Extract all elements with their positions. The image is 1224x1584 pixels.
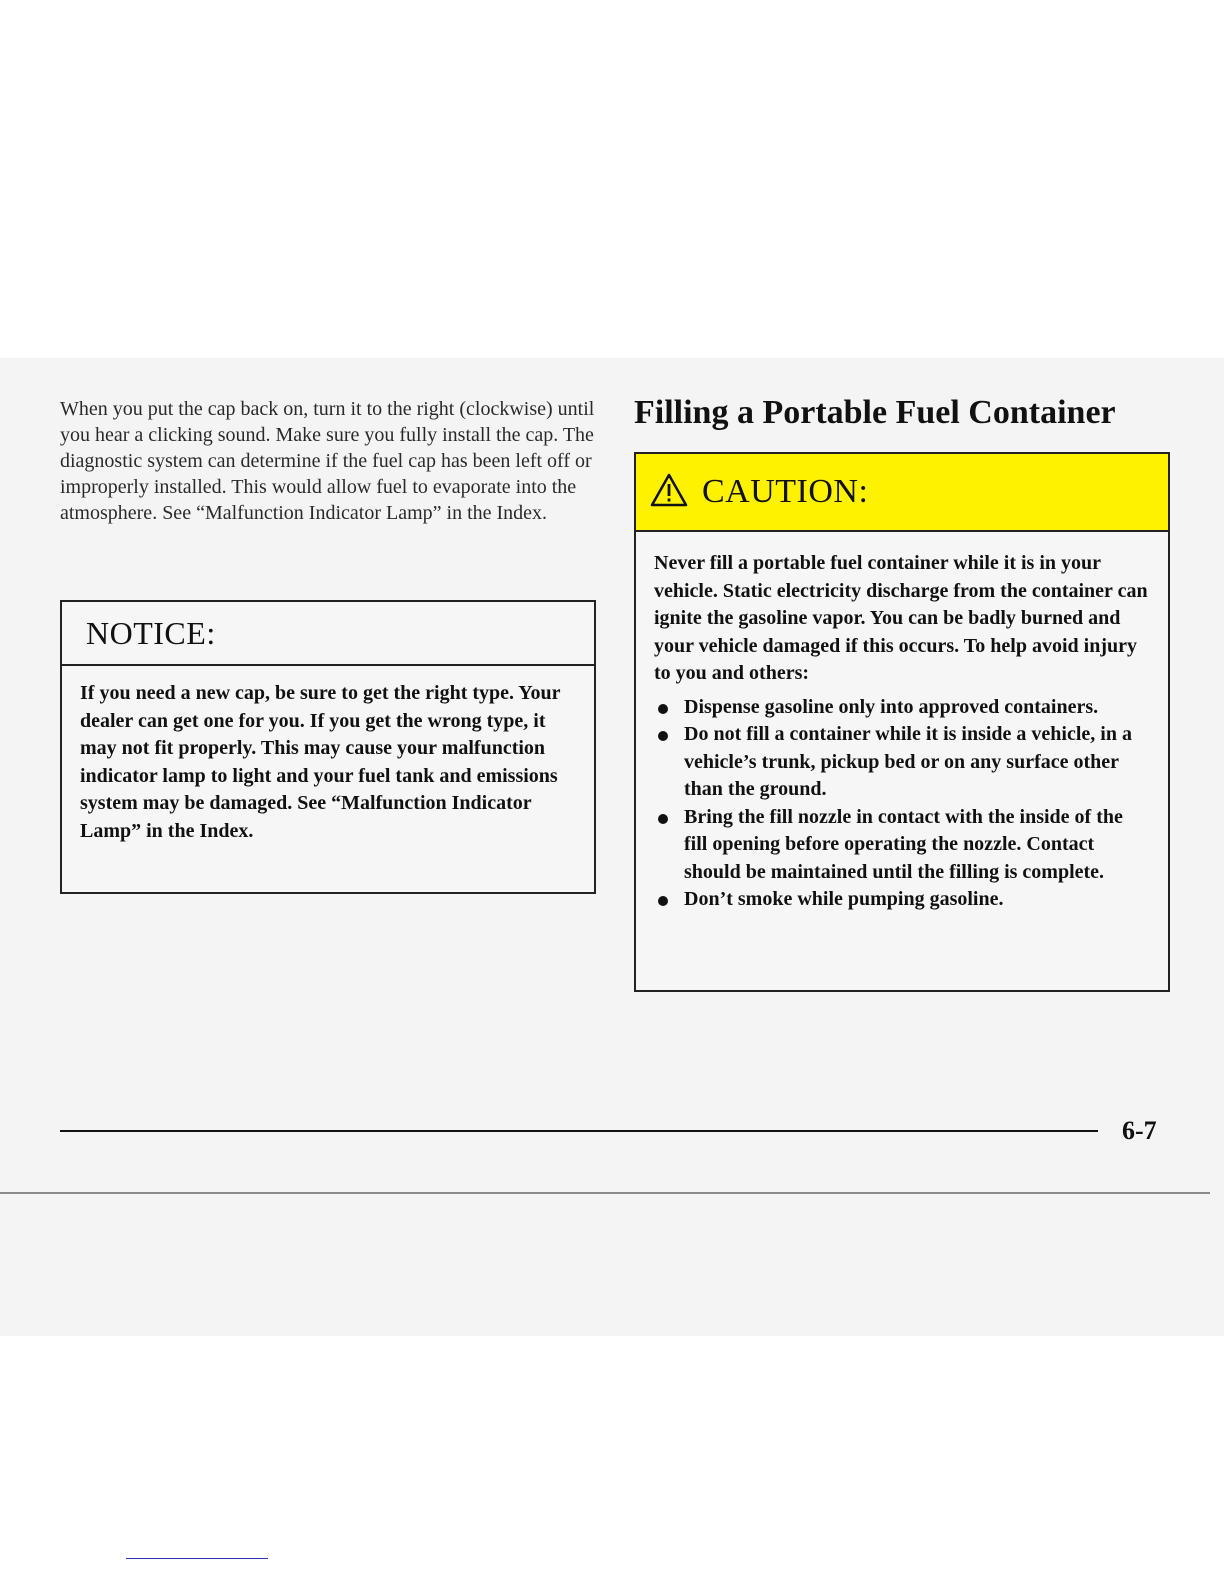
notice-box [60, 600, 596, 894]
caution-bullet [654, 886, 1148, 914]
caution-title: CAUTION: [702, 473, 869, 510]
footer-rule [60, 1130, 1098, 1132]
caution-intro: Never fill a portable fuel container while it is in your vehicle. Static electricity discharge from the container can ignite the gasoline vapor. You can be badly burned and your vehicle damaged if this occurs. To help avoid injury to you and others: [654, 552, 1148, 684]
bullet-dot-icon [658, 704, 668, 714]
intro-paragraph: When you put the cap back on, turn it to the right (clockwise) until you hear a clicking sound. Make sure you fully install the cap. The diagnostic system can determine if the fuel cap has been left off or improperly installed. This would allow fuel to evaporate into the atmosphere. See “Malfunction Indicator Lamp” in the Index. [60, 398, 595, 524]
section-title: Filling a Portable Fuel Container [634, 394, 1116, 431]
caution-bullet-text: Dispense gasoline only into approved containers. [684, 695, 1099, 718]
caution-body [636, 532, 1168, 914]
warning-triangle-icon [650, 473, 688, 507]
footer-link-underline [126, 1558, 268, 1559]
scan-divider [0, 1192, 1210, 1194]
caution-bullet-text: Do not fill a container while it is inside a vehicle, in a vehicle’s trunk, pickup bed or on any surface other than the ground. [684, 723, 1132, 800]
caution-bullet-text: Bring the fill nozzle in contact with the inside of the fill opening before operating the nozzle. Contact should be maintained until the filling is complete. [684, 805, 1123, 883]
caution-box [634, 452, 1170, 992]
page-number: 6-7 [1122, 1116, 1157, 1145]
caution-bullet-text: Don’t smoke while pumping gasoline. [684, 888, 1004, 910]
caution-bullet [654, 804, 1148, 887]
caution-bullet [654, 721, 1148, 804]
notice-title: NOTICE: [86, 614, 216, 651]
bullet-dot-icon [658, 814, 668, 824]
caution-bullet [654, 694, 1148, 722]
notice-body: If you need a new cap, be sure to get the right type. Your dealer can get one for you. If you get the wrong type, it may not fit properly. This may cause your malfunction indicator lamp to light and your fuel tank and emissions system may be damaged. See “Malfunction Indicator Lamp” in the Index. [80, 682, 561, 842]
caution-header [636, 454, 1168, 532]
bullet-dot-icon [658, 731, 668, 741]
notice-header [62, 602, 594, 666]
bullet-dot-icon [658, 896, 668, 906]
caution-bullet-list [654, 694, 1148, 914]
